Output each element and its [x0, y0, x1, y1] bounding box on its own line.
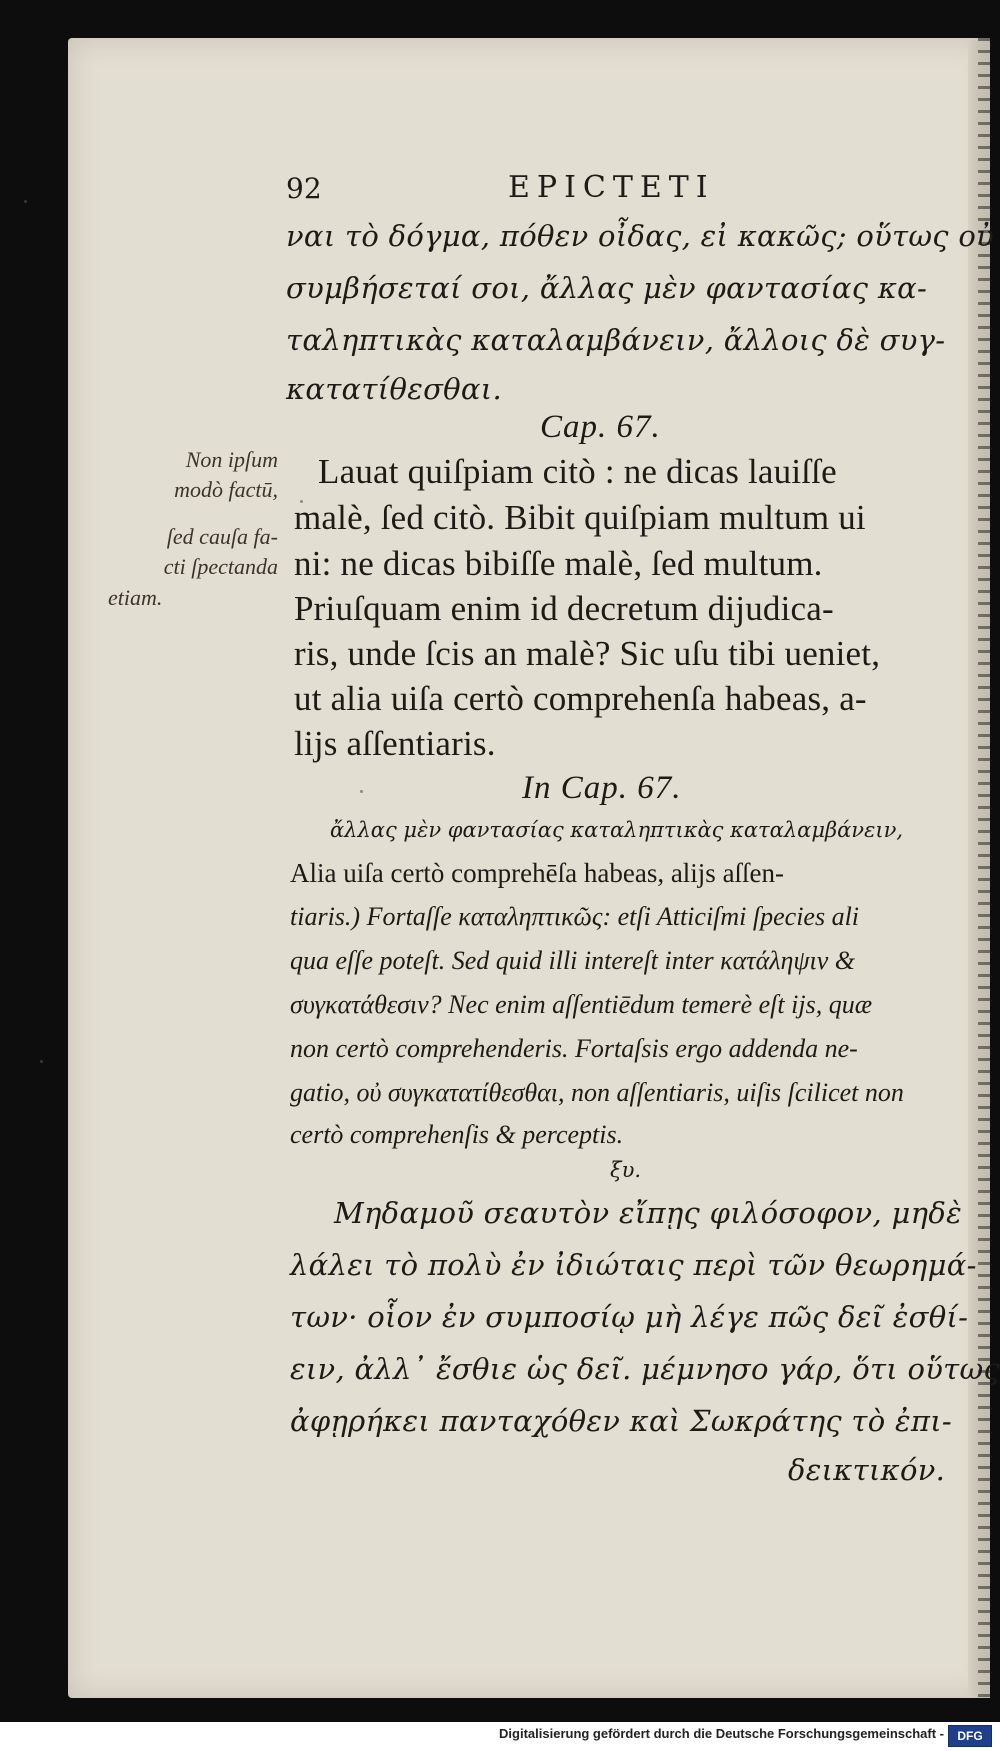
commentary-line: non certò comprehenderis. Fortaſsis ergo addenda ne-: [290, 1034, 858, 1063]
paper-speck: [40, 1060, 43, 1063]
section-number: ξυ.: [610, 1158, 642, 1182]
latin-line: Priuſquam enim id decretum dijudica-: [294, 589, 834, 628]
margin-note-line: ſed cauſa fa-: [166, 524, 278, 549]
latin-line: malè, ſed citò. Bibit quiſpiam multum ui: [294, 498, 866, 537]
greek-line: ειν, ἀλλ᾽ ἔσθιε ὡς δεῖ. μέμνησο γάρ, ὅτι οὕτως: [290, 1352, 1000, 1386]
greek-line: των· οἷον ἐν συμποσίῳ μὴ λέγε πῶς δεῖ ἐσθί-: [290, 1300, 969, 1334]
greek-line: δεικτικόν.: [788, 1453, 946, 1487]
margin-note-line: etiam.: [108, 585, 163, 610]
latin-line: Lauat quiſpiam citò : ne dicas lauiſſe: [318, 452, 837, 491]
commentary-greek-lemma: ἄλλας μὲν φαντασίας καταληπτικὰς καταλαμβάνειν,: [330, 818, 904, 842]
greek-line: κατατίθεσθαι.: [286, 372, 502, 406]
latin-line: lijs aſſentiaris.: [294, 724, 496, 763]
commentary-line: certò comprehenſis & perceptis.: [290, 1120, 624, 1149]
latin-line: ris, unde ſcis an malè? Sic uſu tibi ueniet,: [294, 634, 881, 673]
paper-speck: [24, 200, 27, 203]
commentary-line: qua eſſe poteſt. Sed quid illi intereſt inter κατάληψιν &: [290, 946, 856, 975]
commentary-line: gatio, οὐ συγκατατίθεσθαι, non aſſentiaris, uiſis ſcilicet non: [290, 1078, 904, 1107]
commentary-line: συγκατάθεσιν? Nec enim aſſentiēdum temerè eſt ijs, quæ: [290, 990, 873, 1019]
chapter-heading: Cap. 67.: [540, 409, 661, 445]
digitization-footer: [0, 1722, 1000, 1751]
greek-line: ναι τὸ δόγμα, πόθεν οἶδας, εἰ κακῶς; οὕτως οὐ: [286, 219, 995, 253]
running-head: EPICTETI: [508, 170, 715, 205]
greek-line: ταληπτικὰς καταλαμβάνειν, ἄλλοις δὲ συγ-: [286, 323, 946, 357]
commentary-line: tiaris.) Fortaſſe καταληπτικῶς: etſi Atticiſmi ſpecies ali: [290, 902, 860, 931]
page-number: 92: [286, 172, 322, 205]
latin-line: ut alia uiſa certò comprehenſa habeas, a-: [294, 679, 867, 718]
margin-note-line: Non ipſum: [185, 447, 278, 472]
greek-line: ἀφῃρήκει πανταχόθεν καὶ Σωκράτης τὸ ἐπι-: [290, 1404, 953, 1438]
margin-note-line: cti ſpectanda: [163, 554, 278, 579]
latin-line: ni: ne dicas bibiſſe malè, ſed multum.: [294, 544, 823, 583]
dfg-logo: DFG: [948, 1725, 992, 1747]
greek-line: λάλει τὸ πολὺ ἐν ἰδιώταις περὶ τῶν θεωρημά-: [290, 1248, 977, 1282]
paper-speck: [360, 790, 363, 793]
margin-note-line: modò factū,: [174, 477, 278, 502]
page-edge-ruler: [978, 38, 990, 1698]
commentary-line: Alia uiſa certò comprehēſa habeas, alijs aſſen-: [290, 858, 785, 888]
funding-credit: Digitalisierung gefördert durch die Deutsche Forschungsgemeinschaft -: [499, 1726, 944, 1741]
greek-line: συμβήσεταί σοι, ἄλλας μὲν φαντασίας κα-: [286, 271, 928, 305]
greek-line: Μηδαμοῦ σεαυτὸν εἴπῃς φιλόσοφον, μηδὲ: [334, 1196, 962, 1230]
commentary-heading: In Cap. 67.: [522, 770, 682, 806]
